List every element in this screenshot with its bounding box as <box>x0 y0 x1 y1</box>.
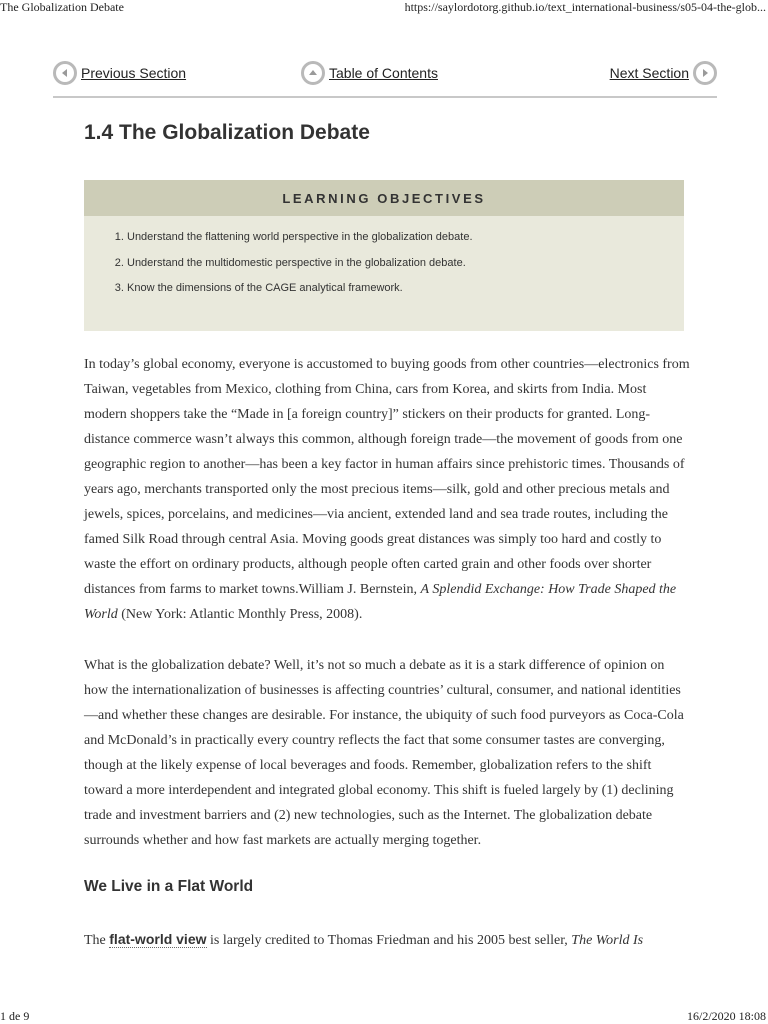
section-title: 1.4 The Globalization Debate <box>84 121 370 144</box>
body-paragraph: What is the globalization debate? Well, it’s not so much a debate as it is a stark difference of opinion on how the internationalization of businesses is affecting countries’ cultural, consumer, and national identities—and whether these changes are desirable. For instance, the ubiquity of such food purveyors as Coca-Cola and McDonald’s in practically every country reflects the fact that some consumer tastes are converging, though at the likely expense of local beverages and foods. Remember, globalization refers to the shift toward a more interdependent and integrated global economy. This shift is fueled largely by (1) declining trade and investment barriers and (2) new technologies, such as the Internet. The globalization debate surrounds whether and how fast markets are actually merging together. <box>84 658 684 848</box>
print-header-url: https://saylordotorg.github.io/text_international-business/s05-04-the-glob... <box>404 0 766 14</box>
body-paragraph <box>84 352 690 627</box>
learning-objective-item: 3. Know the dimensions of the CAGE analytical framework. <box>127 280 684 306</box>
paragraph-text: The <box>84 933 110 948</box>
print-datetime: 16/2/2020 18:08 <box>686 1009 766 1023</box>
citation-text: (New York: Atlantic Monthly Press, 2008). <box>117 607 363 622</box>
learning-objectives-box <box>84 180 684 331</box>
learning-objective-item: 2. Understand the multidomestic perspective in the globalization debate. <box>127 255 684 281</box>
print-header-title: The Globalization Debate <box>0 0 124 14</box>
table-of-contents-label[interactable]: Table of Contents <box>329 65 438 81</box>
learning-objective-item: 1. Understand the flattening world perspective in the globalization debate. <box>127 229 684 255</box>
next-section-label[interactable]: Next Section <box>609 65 689 81</box>
learning-objectives-list <box>84 216 684 306</box>
arrow-up-icon <box>301 61 325 85</box>
subheading: We Live in a Flat World <box>84 878 254 895</box>
glossary-term-link[interactable]: flat-world view <box>109 931 207 947</box>
next-section-link[interactable] <box>606 61 717 85</box>
paragraph-text: is largely credited to Thomas Friedman and his 2005 best seller, <box>206 933 572 948</box>
previous-section-label[interactable]: Previous Section <box>81 65 187 81</box>
book-title: A Splendid Exchange: How Trade Shaped the World <box>84 582 677 622</box>
section-navigation <box>53 58 717 98</box>
table-of-contents-link[interactable] <box>301 61 442 85</box>
body-paragraph <box>84 927 690 953</box>
previous-section-link[interactable] <box>53 61 190 85</box>
learning-objectives-heading: LEARNING OBJECTIVES <box>84 180 684 216</box>
page-indicator: 1 de 9 <box>0 1009 30 1023</box>
book-title: The World Is <box>571 933 644 948</box>
arrow-right-icon <box>693 61 717 85</box>
arrow-left-icon <box>53 61 77 85</box>
paragraph-text: In today’s global economy, everyone is accustomed to buying goods from other countries—electronics from Taiwan, vegetables from Mexico, clothing from China, cars from Korea, and skirts from India. Most modern shoppers take the “Made in [a foreign country]” stickers on their products for granted. Long-distance commerce wasn’t always this common, although foreign trade—the movement of goods from one geographic region to another—has been a key factor in human affairs since prehistoric times. Thousands of years ago, merchants transported only the most precious items—silk, gold and other precious metals and jewels, spices, porcelains, and medicines—via ancient, extended land and sea trade routes, including the famed Silk Road through central Asia. Moving goods great distances was simply too hard and costly to waste the effort on ordinary products, although people often carted grain and other foods over shorter distances from farms to market towns.William J. Bernstein, <box>84 357 690 597</box>
